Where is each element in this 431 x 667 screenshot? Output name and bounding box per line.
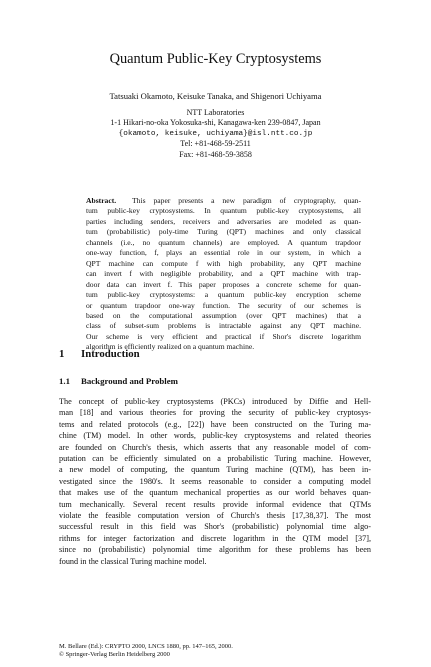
body-paragraph bbox=[59, 396, 371, 567]
abstract-line: tum (probabilistic) poly-time Turing (QPT) machines and only classical bbox=[86, 227, 361, 237]
abstract-line: or quantum trapdoor one-way function. The security of our schemes is bbox=[86, 300, 361, 310]
abstract-line: tum public-key cryptosystems: a quantum public-key encryption scheme bbox=[86, 290, 361, 300]
abstract-line: tum public-key cryptosystems. In quantum public-key cryptosystems, all bbox=[86, 206, 361, 216]
affiliation-fax: Fax: +81-468-59-3858 bbox=[179, 149, 252, 159]
abstract-line: channels (i.e., no quantum channels) are employed. A quantum trapdoor bbox=[86, 237, 361, 247]
section-number: 1 bbox=[59, 348, 65, 360]
section-heading bbox=[59, 348, 140, 360]
abstract-label: Abstract. bbox=[86, 196, 117, 205]
section-title: Introduction bbox=[81, 348, 140, 360]
abstract-line: Our scheme is very efficient and practical if Shor's discrete logarithm bbox=[86, 331, 361, 341]
body-line: found in the classical Turing machine model. bbox=[59, 556, 207, 566]
abstract-line: based on the computational assumption (over QPT machines) that a bbox=[86, 310, 361, 320]
paper-title: Quantum Public-Key Cryptosystems bbox=[109, 51, 322, 67]
body-line: since no (probabilistic) polynomial time algorithm for these problems has been bbox=[59, 545, 371, 555]
abstract-line: parties including senders, receivers and adversaries are modeled as quan- bbox=[86, 216, 361, 226]
body-line: man [18] and various theories for proving the security of public-key cryptosys- bbox=[59, 408, 371, 418]
affiliation-emails: {okamoto, keisuke, uchiyama}@isl.ntt.co.jp bbox=[118, 129, 313, 138]
body-line: rithms for integer factorization and discrete logarithm in the QTM model [37], bbox=[59, 533, 371, 543]
subsection-number: 1.1 bbox=[59, 376, 70, 386]
body-line: violate the feasible computation version of Church's thesis [17,38,37]. The most bbox=[59, 511, 371, 521]
abstract-line: can invert f with negligible probability, and a QPT machine with trap- bbox=[86, 269, 361, 279]
abstract-line-text: This paper presents a new paradigm of cryptography, quan- bbox=[132, 196, 362, 205]
abstract-line: QPT machine can compute f with high probability, any QPT machine bbox=[86, 258, 361, 268]
author-list: Tatsuaki Okamoto, Keisuke Tanaka, and Shigenori Uchiyama bbox=[109, 91, 322, 101]
body-line: that makes use of the quantum mechanical properties as our world behaves quan- bbox=[59, 488, 371, 498]
body-line: a new model of computing, the quantum Turing machine (QTM), has been in- bbox=[59, 465, 371, 475]
footer-citation: M. Bellare (Ed.): CRYPTO 2000, LNCS 1880, pp. 147–165, 2000. bbox=[59, 643, 233, 650]
abstract-line: one-way function, f, plays an essential role in our system, in which a bbox=[86, 248, 361, 258]
abstract-line bbox=[86, 196, 361, 206]
body-line: chine (TM) model. In other words, public-key cryptosystems and related theories bbox=[59, 431, 371, 441]
affiliation-org: NTT Laboratories bbox=[186, 108, 245, 117]
body-line: are founded on Church's thesis, which asserts that any reasonable model of com- bbox=[59, 442, 371, 452]
body-line: successful result in this field was Shor's (probabilistic) polynomial time algo- bbox=[59, 522, 371, 532]
abstract-line: algorithm is efficiently realized on a quantum machine. bbox=[86, 342, 255, 352]
affiliation-block bbox=[0, 108, 431, 160]
footer-copyright: © Springer-Verlag Berlin Heidelberg 2000 bbox=[59, 651, 170, 659]
body-line: tum mechanically. Several recent results provide informal evidence that QTMs bbox=[59, 499, 371, 509]
body-line: putation can be efficiently simulated on a probabilistic Turing machine. However, bbox=[59, 454, 371, 464]
affiliation-address: 1-1 Hikari-no-oka Yokosuka-shi, Kanagawa-ken 239-0847, Japan bbox=[110, 118, 321, 128]
affiliation-tel: Tel: +81-468-59-2511 bbox=[180, 139, 251, 149]
body-line: vestigated since the 1980's. It seems reasonable to consider a computing model bbox=[59, 476, 371, 486]
body-line: tems and related protocols (e.g., [22]) have been constructed on the Turing ma- bbox=[59, 419, 371, 429]
abstract-line: door data can invert f. This paper proposes a concrete scheme for quan- bbox=[86, 279, 361, 289]
abstract bbox=[86, 196, 361, 353]
subsection-heading bbox=[59, 376, 178, 386]
page-footer bbox=[59, 643, 233, 660]
body-line: The concept of public-key cryptosystems (PKCs) introduced by Diffie and Hell- bbox=[59, 397, 371, 406]
subsection-title: Background and Problem bbox=[81, 376, 178, 386]
abstract-line: class of subset-sum problems is intractable against any QPT machine. bbox=[86, 321, 361, 331]
